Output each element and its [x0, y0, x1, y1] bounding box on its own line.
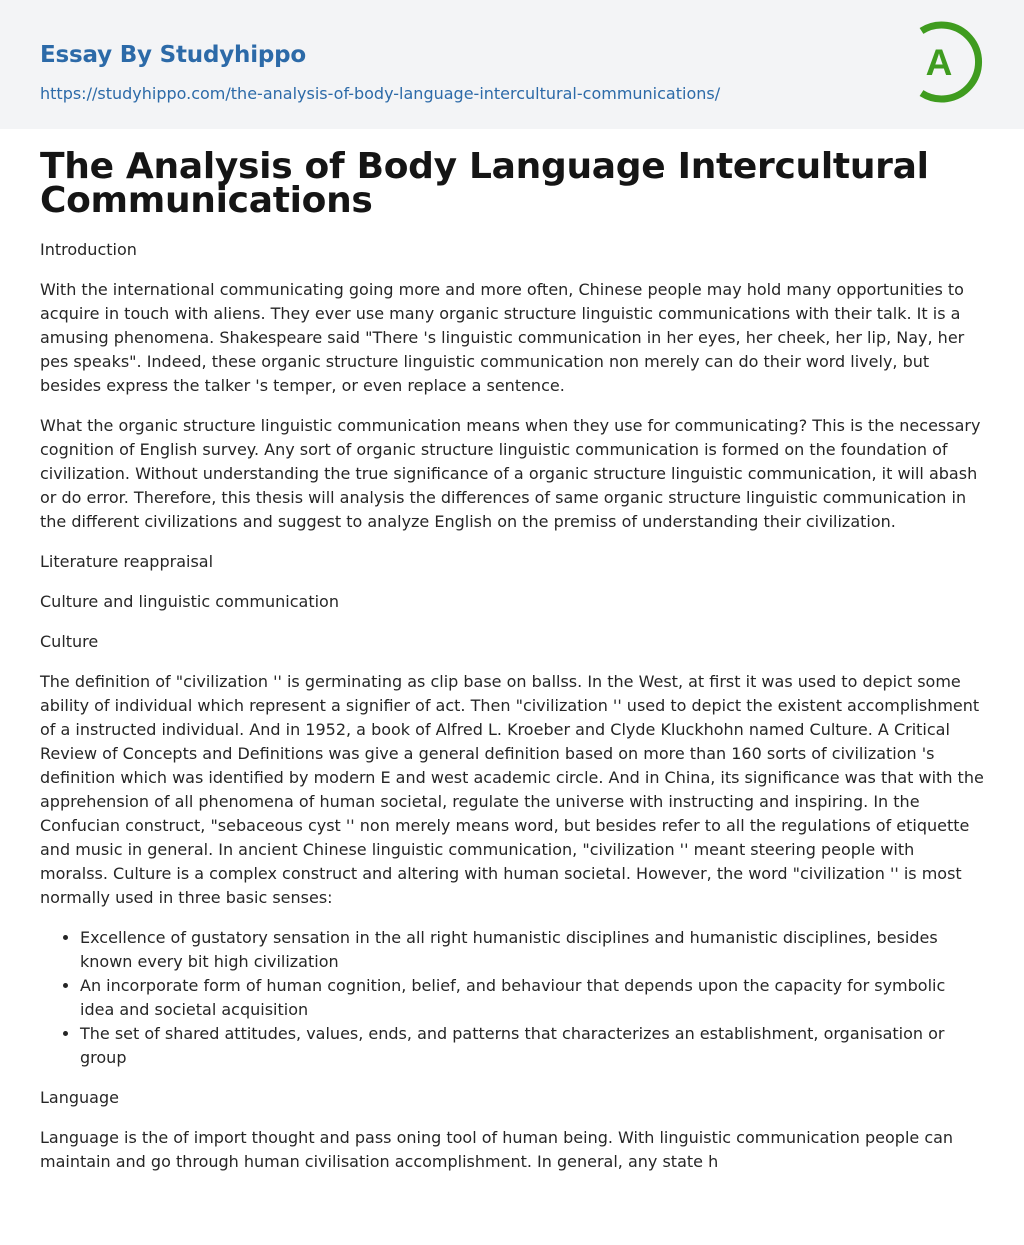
studyhippo-logo-icon[interactable] — [910, 18, 988, 106]
site-header — [0, 0, 1024, 129]
list-item: • An incorporate form of human cognition, belief, and behaviour that depends upon the capacity for symbolic idea and societal acquisition — [80, 974, 984, 1022]
section-heading-literature: Literature reappraisal — [40, 552, 214, 571]
site-brand[interactable]: Essay By Studyhippo — [40, 42, 307, 68]
essay-content — [0, 129, 1024, 1174]
paragraph-3: The definition of "civilization '' is germinating as clip base on ballss. In the West, at first it was used to depict some ability of individual which represent a signifier of act. Then "civilization '' used to depict the existent accomplishment of a instructed individual. And in 1952, a book of Alfred L. Kroeber and Clyde Kluckhohn named Culture. A Critical Review of Concepts and Definitions was give a general definition based on more than 160 sorts of civilization 's definition which was identified by modern E and west academic circle. And in China, its significance was that with the apprehension of all phenomena of human societal, regulate the universe with instructing and inspiring. In the Confucian construct, "sebaceous cyst '' non merely means word, but besides refer to all the regulations of etiquette and music in general. In ancient Chinese linguistic communication, "civilization '' meant steering people with moralss. Culture is a complex construct and altering with human societal. However, the word "civilization '' is most normally used in three basic senses: — [40, 672, 984, 907]
list-item: • The set of shared attitudes, values, ends, and patterns that characterizes an establishment, organisation or group — [80, 1022, 984, 1070]
paragraph-4: Language is the of import thought and pass oning tool of human being. With linguistic communication people can maintain and go through human civilisation accomplishment. In general, any state h — [40, 1128, 954, 1171]
essay-url-link[interactable]: https://studyhippo.com/the-analysis-of-body-language-intercultural-communications/ — [40, 84, 721, 103]
section-heading-introduction: Introduction — [40, 240, 137, 259]
paragraph-1: With the international communicating going more and more often, Chinese people may hold many opportunities to acquire in touch with aliens. They ever use many organic structure linguistic communications with their talk. It is a amusing phenomena. Shakespeare said "There 's linguistic communication in her eyes, her cheek, her lip, Nay, her pes speaks". Indeed, these organic structure linguistic communication non merely can do their word lively, but besides express the talker 's temper, or even replace a sentence. — [40, 280, 965, 395]
paragraph-2: What the organic structure linguistic communication means when they use for communicating? This is the necessary cognition of English survey. Any sort of organic structure linguistic communication is formed on the foundation of civilization. Without understanding the true significance of a organic structure linguistic communication, it will abash or do error. Therefore, this thesis will analysis the differences of same organic structure linguistic communication in the different civilizations and suggest to analyze English on the premiss of understanding their civilization. — [40, 416, 981, 531]
culture-senses-list — [40, 926, 984, 1070]
section-heading-language: Language — [40, 1088, 119, 1107]
logo-letter: A — [925, 42, 953, 83]
list-item: • Excellence of gustatory sensation in the all right humanistic disciplines and humanistic disciplines, besides known every bit high civilization — [80, 926, 984, 974]
essay-title: The Analysis of Body Language Intercultural Communications — [40, 146, 929, 221]
section-heading-culture-language: Culture and linguistic communication — [40, 592, 339, 611]
section-heading-culture: Culture — [40, 632, 99, 651]
